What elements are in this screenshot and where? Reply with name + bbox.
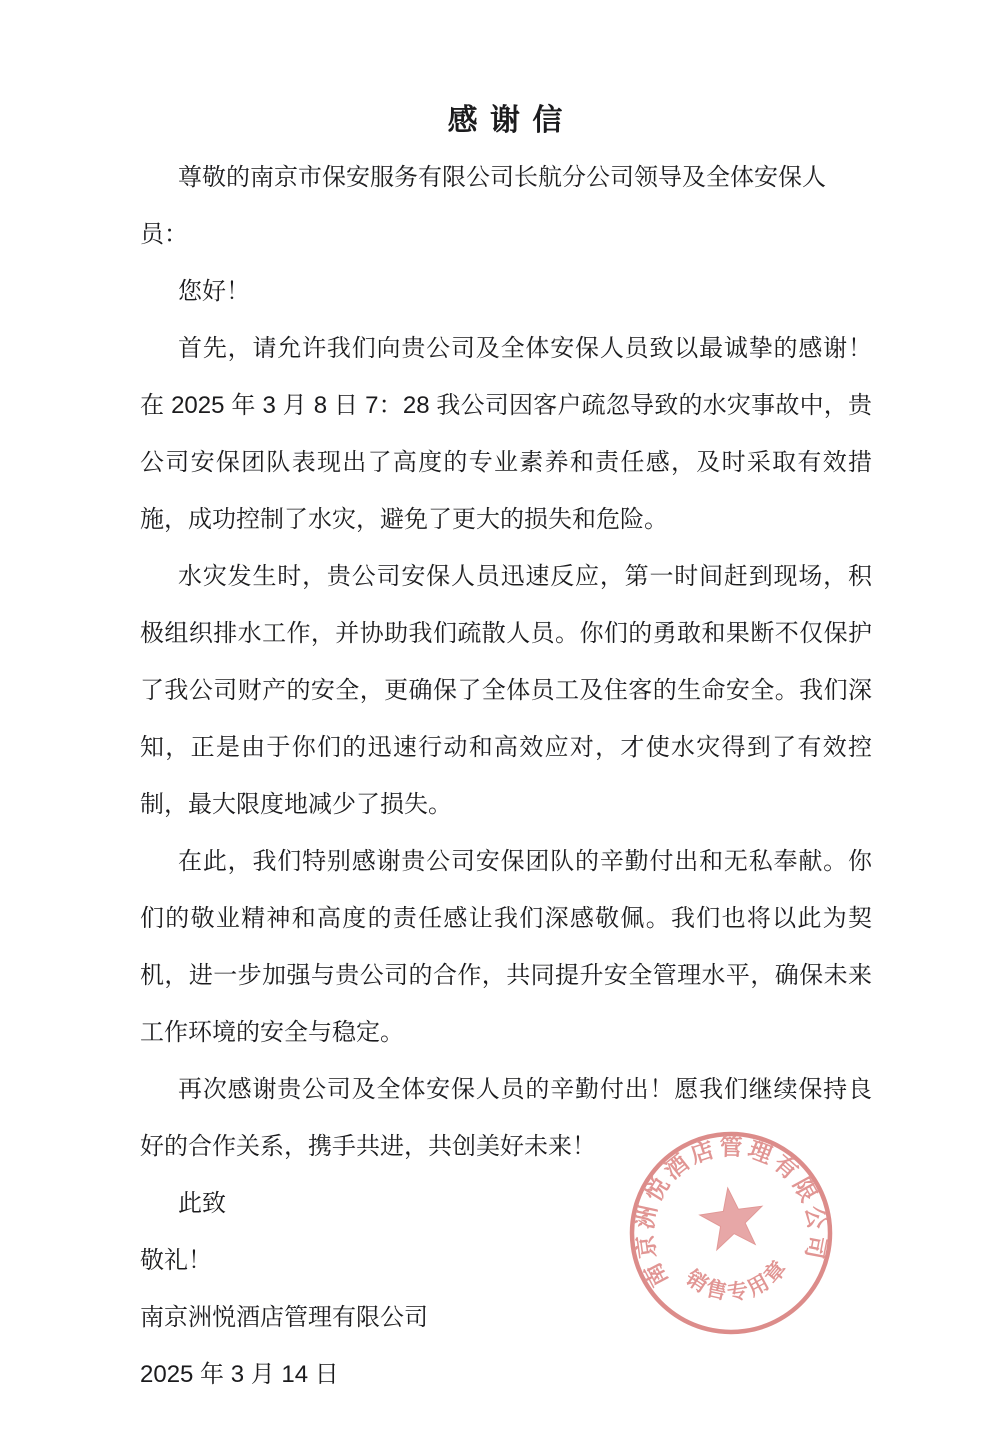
seal-star-icon xyxy=(697,1184,767,1252)
greeting: 您好！ xyxy=(178,278,250,305)
body-paragraph-3: 在此，我们特别感谢贵公司安保团队的辛勤付出和无私奉献。你们的敬业精神和高度的责任感让我们深感敬佩。我们也将以此为契机，进一步加强与贵公司的合作，共同提升安全管理水平，确保未来工作环境的安全与稳定。 xyxy=(140,848,872,1046)
closing-cizhi: 此致 xyxy=(178,1190,226,1217)
letter-date: 2025 年 3 月 14 日 xyxy=(140,1361,339,1388)
closing-jingli: 敬礼！ xyxy=(140,1247,212,1274)
salutation: 尊敬的南京市保安服务有限公司长航分公司领导及全体安保人员： xyxy=(140,164,826,248)
body-paragraph-2: 水灾发生时，贵公司安保人员迅速反应，第一时间赶到现场，积极组织排水工作，并协助我们疏散人员。你们的勇敢和果断不仅保护了我公司财产的安全，更确保了全体员工及住客的生命安全。我们深知，正是由于你们的迅速行动和高效应对，才使水灾得到了有效控制，最大限度地减少了损失。 xyxy=(140,563,872,818)
seal-bottom-text: 销售专用章 xyxy=(681,1254,794,1306)
seal-ring-text: 南京洲悦酒店管理有限公司 xyxy=(631,1133,831,1292)
body-paragraph-1: 首先，请允许我们向贵公司及全体安保人员致以最诚挚的感谢！在 2025 年 3 月 8 日 7：28 我公司因客户疏忽导致的水灾事故中，贵公司安保团队表现出了高度的专业素养和责任感，及时采取有效措施，成功控制了水灾，避免了更大的损失和危险。 xyxy=(140,335,872,533)
company-signature: 南京洲悦酒店管理有限公司 xyxy=(140,1304,428,1331)
body-paragraph-4: 再次感谢贵公司及全体安保人员的辛勤付出！愿我们继续保持良好的合作关系，携手共进，共创美好未来！ xyxy=(140,1076,872,1160)
letter-title: 感 谢 信 xyxy=(447,104,565,137)
